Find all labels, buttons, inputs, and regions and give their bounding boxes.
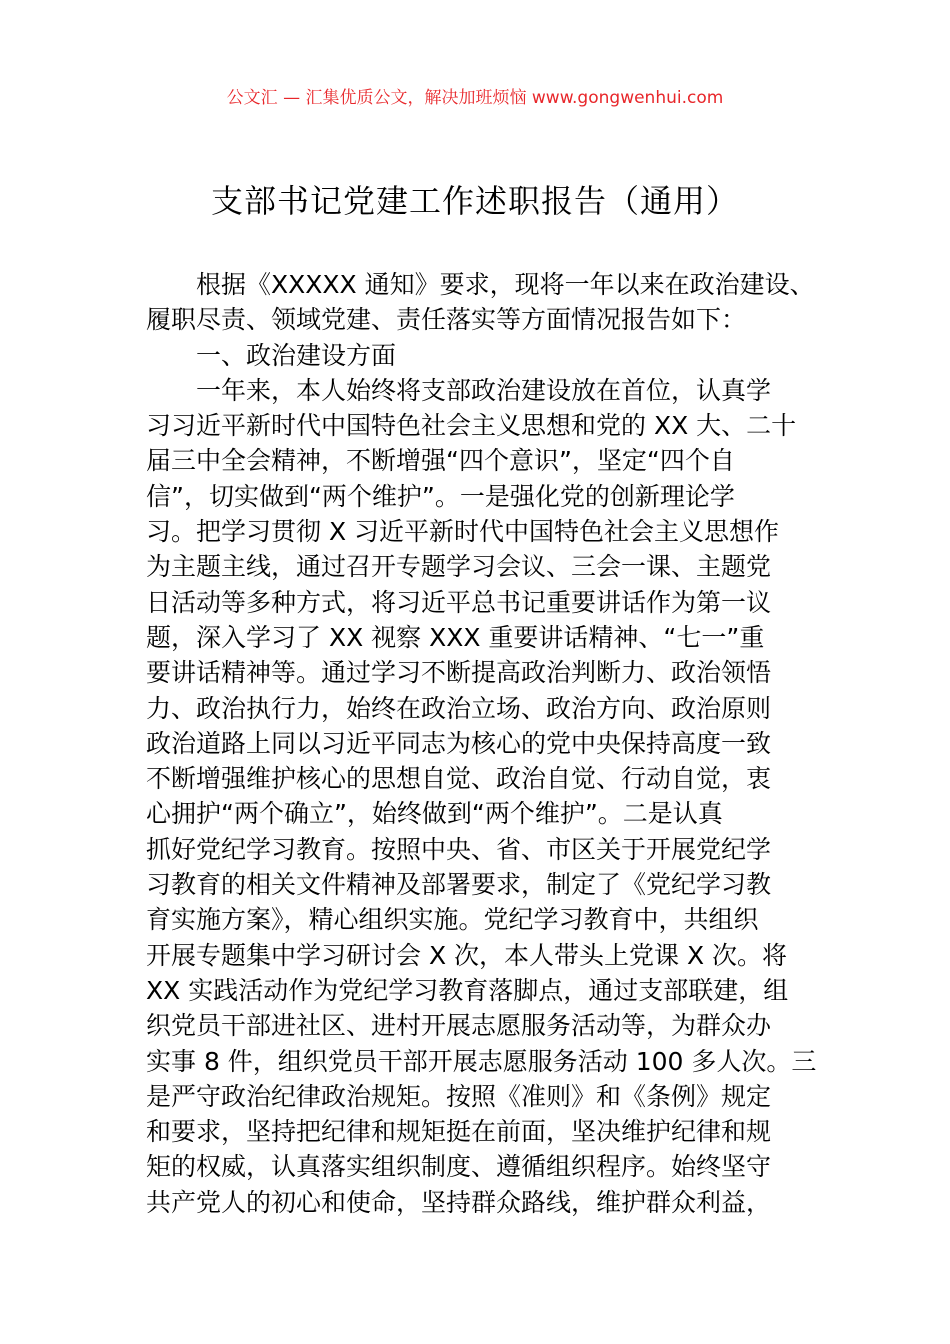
paragraph-line: 实事 8 件，组织党员干部开展志愿服务活动 100 多人次。三	[146, 1046, 817, 1076]
header-banner: 公文汇 — 汇集优质公文，解决加班烦恼 www.gongwenhui.com	[226, 88, 724, 108]
paragraph-line: 履职尽责、领域党建、责任落实等方面情况报告如下：	[146, 305, 747, 335]
paragraph-line: 为主题主线，通过召开专题学习会议、三会一课、主题党	[146, 552, 772, 582]
paragraph-line: 心拥护“两个确立”，始终做到“两个维护”。二是认真	[146, 799, 723, 829]
paragraph-line: 织党员干部进社区、进村开展志愿服务活动等，为群众办	[146, 1011, 772, 1041]
paragraph-line: 一年来，本人始终将支部政治建设放在首位，认真学	[196, 375, 772, 405]
paragraph-line: 不断增强维护核心的思想自觉、政治自觉、行动自觉，衷	[146, 764, 772, 794]
paragraph-line: 信”，切实做到“两个维护”。一是强化党的创新理论学	[146, 481, 735, 511]
paragraph-line: 题，深入学习了 XX 视察 XXX 重要讲话精神、“七一”重	[146, 622, 765, 652]
paragraph-line: 根据《XXXXX 通知》要求，现将一年以来在政治建设、	[196, 270, 815, 299]
paragraph-line: 和要求，坚持把纪律和规矩挺在前面，坚决维护纪律和规	[146, 1117, 772, 1147]
paragraph-line: 是严守政治纪律政治规矩。按照《准则》和《条例》规定	[146, 1081, 772, 1111]
paragraph-line: 日活动等多种方式，将习近平总书记重要讲话作为第一议	[146, 587, 772, 617]
paragraph-line: 力、政治执行力，始终在政治立场、政治方向、政治原则	[146, 693, 772, 723]
paragraph-line: 习教育的相关文件精神及部署要求，制定了《党纪学习教	[146, 870, 772, 900]
paragraph-line: 习习近平新时代中国特色社会主义思想和党的 XX 大、二十	[146, 411, 797, 441]
paragraph-line: 政治道路上同以习近平同志为核心的党中央保持高度一致	[146, 728, 772, 758]
section-heading: 一、政治建设方面	[196, 340, 397, 370]
document-body	[146, 267, 817, 1220]
paragraph-line: 要讲话精神等。通过学习不断提高政治判断力、政治领悟	[146, 658, 772, 688]
document-title: 支部书记党建工作述职报告（通用）	[210, 182, 739, 220]
paragraph-line: 习。把学习贯彻 X 习近平新时代中国特色社会主义思想作	[146, 517, 780, 547]
paragraph-line: 开展专题集中学习研讨会 X 次，本人带头上党课 X 次。将	[146, 940, 788, 970]
paragraph-line: 届三中全会精神，不断增强“四个意识”，坚定“四个自	[146, 446, 735, 476]
paragraph-line: 矩的权威，认真落实组织制度、遵循组织程序。始终坚守	[146, 1152, 772, 1182]
paragraph-line: 共产党人的初心和使命，坚持群众路线，维护群众利益，	[146, 1187, 772, 1217]
paragraph-line: XX 实践活动作为党纪学习教育落脚点，通过支部联建，组	[146, 975, 789, 1005]
paragraph-line: 抓好党纪学习教育。按照中央、省、市区关于开展党纪学	[146, 834, 772, 864]
paragraph-line: 育实施方案》，精心组织实施。党纪学习教育中，共组织	[146, 905, 759, 935]
